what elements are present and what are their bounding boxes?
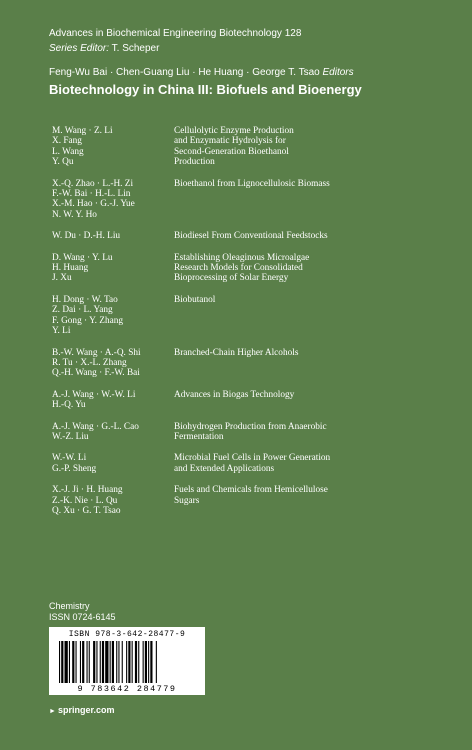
- series-header: [49, 27, 459, 55]
- toc-authors: [52, 453, 174, 474]
- barcode-bar: [61, 641, 63, 683]
- chapter-line: Sugars: [174, 495, 200, 506]
- toc-authors: [52, 126, 174, 168]
- editor-names: Feng-Wu Bai · Chen-Guang Liu · He Huang · George T. Tsao: [49, 67, 320, 78]
- barcode-bar: [82, 641, 84, 683]
- toc-chapter-title: [174, 253, 424, 284]
- author-line: X.-J. Ji · H. Huang: [52, 485, 123, 496]
- author-line: H.-Q. Yu: [52, 400, 86, 411]
- toc-authors: [52, 485, 174, 516]
- author-line: X.-M. Hao · G.-J. Yue: [52, 199, 135, 210]
- barcode-bar: [59, 641, 60, 683]
- barcode-bar: [118, 641, 119, 683]
- toc-entry: [52, 390, 442, 411]
- chapter-line: Establishing Oleaginous Microalgae: [174, 252, 310, 263]
- barcode-bar: [143, 641, 144, 683]
- toc-entry: [52, 348, 442, 379]
- chapter-line: Biodiesel From Conventional Feedstocks: [174, 231, 328, 242]
- chapter-line: Second-Generation Bioethanol: [174, 146, 289, 157]
- barcode-bar: [132, 641, 133, 683]
- author-line: G.-P. Sheng: [52, 463, 97, 474]
- isbn-text: ISBN 978-3-642-28477-9: [68, 630, 186, 639]
- author-line: Y. Li: [52, 326, 71, 337]
- author-line: X. Fang: [52, 136, 82, 147]
- toc-entry: [52, 485, 442, 516]
- toc-entry: [52, 295, 442, 337]
- author-line: A.-J. Wang · W.-W. Li: [52, 389, 136, 400]
- toc-entry: [52, 126, 442, 168]
- barcode-graphic: [57, 641, 197, 685]
- author-line: A.-J. Wang · G.-L. Cao: [52, 421, 139, 432]
- chapter-line: Cellulolytic Enzyme Production: [174, 126, 294, 136]
- author-line: F. Gong · Y. Zhang: [52, 315, 124, 326]
- barcode-bar: [72, 641, 74, 683]
- author-line: W. Du · D.-H. Liu: [52, 231, 121, 242]
- chapter-line: Fermentation: [174, 431, 224, 442]
- barcode-bar: [126, 641, 127, 683]
- table-of-contents: [52, 126, 442, 527]
- author-line: H. Huang: [52, 263, 89, 274]
- barcode-bar: [116, 641, 117, 683]
- chapter-line: Biohydrogen Production from Anaerobic: [174, 421, 327, 432]
- chapter-line: Fuels and Chemicals from Hemicellulose: [174, 485, 328, 496]
- barcode-bar: [112, 641, 114, 683]
- barcode-bar: [122, 641, 123, 683]
- barcode-bar: [128, 641, 130, 683]
- barcode-bar: [96, 641, 97, 683]
- barcode-bar: [102, 641, 104, 683]
- editors-line: [49, 67, 354, 78]
- editors-label: Editors: [322, 67, 354, 78]
- chapter-line: Bioprocessing of Solar Energy: [174, 273, 289, 284]
- author-line: Q.-H. Wang · F.-W. Bai: [52, 368, 140, 379]
- toc-authors: [52, 348, 174, 379]
- barcode-bar: [80, 641, 81, 683]
- publisher-link[interactable]: [49, 705, 114, 715]
- barcode-bar: [145, 641, 147, 683]
- toc-chapter-title: [174, 348, 424, 379]
- barcode-digits: 9 783642 284779: [77, 684, 177, 694]
- toc-authors: [52, 390, 174, 411]
- barcode-bar: [100, 641, 101, 683]
- chapter-line: and Extended Applications: [174, 463, 275, 474]
- chapter-line: Branched-Chain Higher Alcohols: [174, 347, 299, 358]
- barcode-bar: [156, 641, 157, 683]
- barcode-bar: [148, 641, 149, 683]
- author-line: Q. Xu · G. T. Tsao: [52, 505, 121, 516]
- barcode-bar: [87, 641, 88, 683]
- author-line: N. W. Y. Ho: [52, 209, 97, 220]
- chapter-line: Advances in Biogas Technology: [174, 389, 295, 400]
- series-editor-label: Series Editor:: [49, 43, 110, 54]
- series-editor-name: T. Scheper: [111, 43, 160, 54]
- author-line: L. Wang: [52, 146, 84, 157]
- chapter-line: and Enzymatic Hydrolysis for: [174, 136, 286, 147]
- author-line: B.-W. Wang · A.-Q. Shi: [52, 347, 141, 358]
- author-line: D. Wang · Y. Lu: [52, 252, 113, 263]
- toc-chapter-title: [174, 390, 424, 411]
- toc-authors: [52, 231, 174, 241]
- barcode-label: [49, 627, 205, 695]
- arrow-right-icon: ►: [49, 708, 56, 715]
- toc-chapter-title: [174, 126, 424, 168]
- barcode-bar: [150, 641, 152, 683]
- author-line: Z.-K. Nie · L. Qu: [52, 495, 118, 506]
- subject-block: [49, 601, 116, 623]
- barcode-bar: [65, 641, 68, 683]
- toc-entry: [52, 179, 442, 221]
- toc-authors: [52, 422, 174, 443]
- chapter-line: Production: [174, 157, 215, 168]
- author-line: Z. Dai · L. Yang: [52, 305, 113, 316]
- barcode-bar: [105, 641, 108, 683]
- toc-entry: [52, 253, 442, 284]
- toc-entry: [52, 422, 442, 443]
- author-line: R. Tu · X.-L. Zhang: [52, 357, 127, 368]
- author-line: M. Wang · Z. Li: [52, 126, 113, 136]
- toc-chapter-title: [174, 422, 424, 443]
- chapter-line: Biobutanol: [174, 294, 216, 305]
- barcode-bar: [89, 641, 90, 683]
- barcode-bar: [135, 641, 137, 683]
- author-line: H. Dong · W. Tao: [52, 294, 118, 305]
- toc-authors: [52, 179, 174, 221]
- series-editor: [49, 42, 459, 55]
- chapter-line: Research Models for Consolidated: [174, 263, 303, 274]
- chapter-line: Microbial Fuel Cells in Power Generation: [174, 453, 331, 464]
- toc-entry: [52, 231, 442, 241]
- author-line: W.-W. Li: [52, 453, 87, 464]
- toc-authors: [52, 253, 174, 284]
- author-line: F.-W. Bai · H.-L. Lin: [52, 189, 131, 200]
- barcode-bar: [69, 641, 70, 683]
- toc-chapter-title: [174, 295, 424, 337]
- author-line: Y. Qu: [52, 157, 74, 168]
- publisher-url: springer.com: [57, 705, 115, 715]
- author-line: J. Xu: [52, 273, 72, 284]
- chapter-line: Bioethanol from Lignocellulosic Biomass: [174, 178, 330, 189]
- subject-label: Chemistry: [49, 601, 90, 611]
- toc-chapter-title: [174, 179, 424, 221]
- series-title: Advances in Biochemical Engineering Biotechnology 128: [49, 28, 302, 39]
- author-line: W.-Z. Liu: [52, 431, 89, 442]
- barcode-bar: [138, 641, 139, 683]
- barcode-bar: [93, 641, 95, 683]
- toc-chapter-title: [174, 453, 424, 474]
- book-title: Biotechnology in China III: Biofuels and Bioenergy: [49, 82, 362, 97]
- toc-chapter-title: [174, 485, 424, 516]
- toc-authors: [52, 295, 174, 337]
- author-line: X.-Q. Zhao · L.-H. Zi: [52, 178, 134, 189]
- toc-entry: [52, 453, 442, 474]
- issn: ISSN 0724-6145: [49, 612, 116, 622]
- toc-chapter-title: [174, 231, 424, 241]
- barcode-bar: [76, 641, 77, 683]
- barcode-bar: [110, 641, 111, 683]
